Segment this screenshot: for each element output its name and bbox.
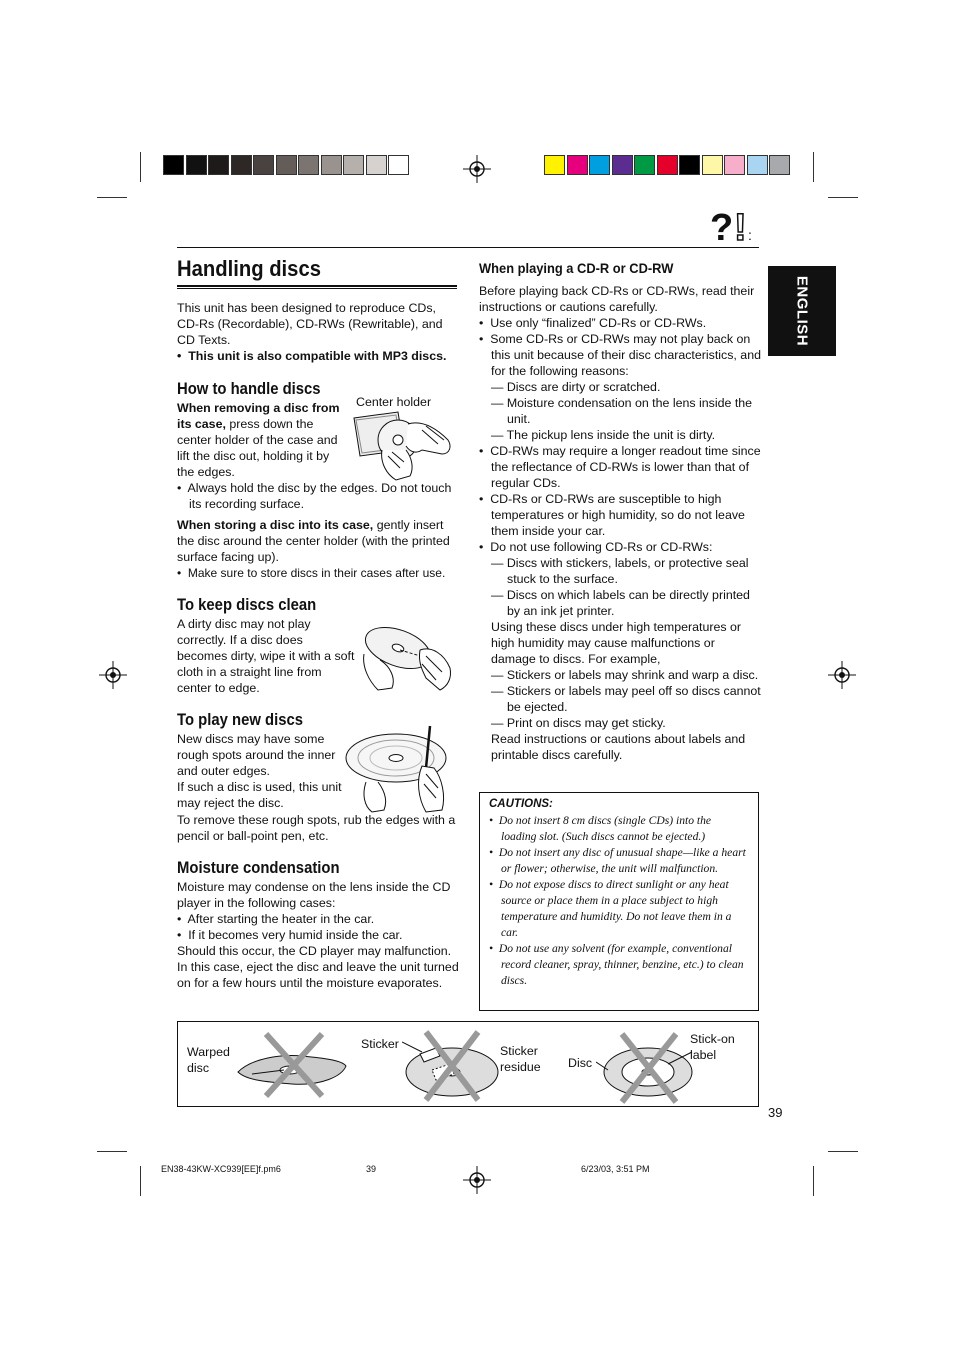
always-hold-text: Always hold the disc by the edges. Do not touch its recording surface.: [187, 481, 452, 511]
crop-mark: [813, 152, 814, 182]
language-tab: [768, 266, 836, 356]
moisture-bullet: If it becomes very humid inside the car.: [188, 928, 403, 942]
crop-mark: [97, 197, 127, 198]
cdr-using-text: Using these discs under high temperatures or high humidity may cause malfunctions or damage to discs. For example,: [491, 620, 742, 666]
color-swatch: [657, 155, 678, 175]
color-swatch: [634, 155, 655, 175]
warped-disc-label: Warped disc: [187, 1045, 230, 1075]
registration-mark-icon: [463, 1166, 491, 1194]
crop-mark: [828, 1151, 858, 1152]
storing-text: gently insert the disc around the center holder (with the printed surface facing up).: [177, 518, 450, 564]
intro-bullet: • This unit is also compatible with MP3 discs.: [177, 349, 447, 363]
color-swatch: [298, 155, 319, 175]
cdr-bullet: CD-Rs or CD-RWs are susceptible to high temperatures or high humidity, so do not leave them inside your car.: [490, 492, 745, 538]
center-holder-label: Center holder: [356, 395, 432, 409]
how-to-handle-heading: How to handle discs: [177, 380, 321, 398]
caution-item: Do not use any solvent (for example, conventional record cleaner, spray, thinner, benzine, etc.) to clean discs.: [498, 942, 744, 987]
keep-clean-heading: To keep discs clean: [177, 596, 317, 614]
color-swatch: [208, 155, 229, 175]
warped-disc-icon: [232, 1030, 352, 1100]
registration-mark-icon: [463, 155, 491, 183]
store-bullet-text: Make sure to store discs in their cases after use.: [187, 566, 446, 580]
color-swatch: [231, 155, 252, 175]
crop-mark: [140, 1166, 141, 1196]
moisture-heading: Moisture condensation: [177, 859, 340, 877]
always-hold-bullet: • Always hold the disc by the edges. Do not touch its recording surface.: [177, 481, 452, 511]
intro-bullet-text: This unit is also compatible with MP3 discs.: [188, 349, 447, 363]
cdr-heading: When playing a CD-R or CD-RW: [479, 260, 674, 276]
page-title: Handling discs: [177, 256, 321, 281]
cautions-box: CAUTIONS: • Do not insert 8 cm discs (single CDs) into the loading slot. (Such discs cannot be ejected.) • Do not insert any disc of unusual shape—like a heart or flower; otherwise, the unit will malfunction. • Do not expose discs to direct sunlight or any heat source or place them in a place subject to high temperature and humidity. Do not leave them in a car. • Do not use any solvent (for example, conventional record cleaner, spray, thinner, benzine, etc.) to clean discs.: [479, 792, 759, 1011]
sticker-residue-label: Sticker residue: [500, 1044, 541, 1074]
intro-section: [177, 300, 459, 364]
new-discs-heading: To play new discs: [177, 711, 303, 729]
cdr-section: [479, 259, 690, 277]
moisture-text: Moisture may condense on the lens inside the CD player in the following cases:: [177, 880, 451, 910]
title-underline: [177, 288, 457, 289]
color-swatch: [544, 155, 565, 175]
footer-page: 39: [366, 1164, 377, 1174]
caution-item: Do not expose discs to direct sunlight or any heat source or place them in a place subject to high temperature and humidity. Do not leave them in a car.: [498, 878, 732, 939]
cdr-bullet: Some CD-Rs or CD-RWs may not play back on this unit because of their disc characteristics, and for the following reasons:: [490, 332, 761, 378]
removing-text: press down the center holder of the case and lift the disc out, holding it by the edges.: [177, 417, 338, 479]
language-tab-label: ENGLISH: [793, 275, 811, 347]
color-swatch: [679, 155, 700, 175]
new-discs-line-2: If such a disc is used, this unit may reject the disc.: [177, 780, 342, 810]
cdr-dash-item: — Discs with stickers, labels, or protective seal stuck to the surface.: [491, 556, 749, 586]
sticker-disc-icon: [402, 1030, 502, 1104]
disc-label: Disc: [568, 1056, 593, 1070]
color-swatch: [612, 155, 633, 175]
color-swatch: [388, 155, 409, 175]
color-swatch: [163, 155, 184, 175]
cautions-heading: CAUTIONS:: [489, 798, 553, 810]
caution-item: Do not insert 8 cm discs (single CDs) into the loading slot. (Such discs cannot be ejected.): [498, 814, 712, 843]
svg-text::: :: [748, 227, 752, 243]
svg-text:?: ?: [710, 207, 734, 245]
cdr-dash-item: — Print on discs may get sticky.: [491, 716, 666, 730]
new-discs-text-3: To remove these rough spots, rub the edges with a pencil or ball-point pen, etc.: [177, 813, 456, 843]
registration-mark-icon: [828, 661, 856, 689]
color-swatch: [366, 155, 387, 175]
keep-clean-section: [177, 595, 332, 615]
cdr-read-text: Read instructions or cautions about labels and printable discs carefully.: [491, 732, 746, 762]
bad-discs-figure: [177, 1021, 759, 1107]
intro-text: This unit has been designed to reproduce CDs, CD-Rs (Recordable), CD-RWs (Rewritable), and CD Texts.: [177, 301, 443, 347]
cdr-body: Before playing back CD-Rs or CD-RWs, read their instructions or cautions carefully. • Use only “finalized” CD-Rs or CD-RWs. • Some CD-Rs or CD-RWs may not play back on this unit because of their disc characteristics, and for the following reasons: — Discs are dirty or scratched. — Moisture condensation on the lens inside the unit. — The pickup lens inside the unit is dirty. • CD-RWs may require a longer readout time since the reflectance of CD-RWs is lower than that of regular CDs. • CD-Rs or CD-RWs are susceptible to high temperatures or high humidity, so do not leave them inside your car. • Do not use following CD-Rs or CD-RWs: — Discs with stickers, labels, or protective seal stuck to the surface. — Discs on which labels can be directly printed by an ink jet printer. Using these discs under high temperatures or high humidity may cause malfunctions or damage to discs. For example, — Stickers or labels may shrink and warp a disc. — Stickers or labels may peel off so discs cannot be ejected. — Print on discs may get sticky. Read instructions or cautions about labels and printable discs carefully.: [479, 284, 761, 762]
color-swatch: [567, 155, 588, 175]
cdr-dash-item: — Stickers or labels may shrink and warp a disc.: [491, 668, 759, 682]
moisture-bullet: After starting the heater in the car.: [187, 912, 375, 926]
cdr-dash-item: — Discs on which labels can be directly printed by an ink jet printer.: [491, 588, 750, 618]
registration-mark-icon: [99, 661, 127, 689]
color-swatch: [747, 155, 768, 175]
stickon-label-disc-icon: [596, 1032, 700, 1104]
removing-paragraph: [177, 400, 345, 480]
question-exclamation-icon: [708, 207, 760, 245]
cdr-bullet: Do not use following CD-Rs or CD-RWs:: [490, 540, 713, 554]
cdr-dash-item: — Moisture condensation on the lens inside the unit.: [491, 396, 753, 426]
page-number: 39: [768, 1105, 783, 1120]
footer-file: EN38-43KW-XC939[EE]f.pm6: [161, 1164, 281, 1174]
crop-mark: [828, 197, 858, 198]
color-swatch: [276, 155, 297, 175]
header-rule: [177, 247, 759, 248]
storing-paragraph: When storing a disc into its case, gently insert the disc around the center holder (with the printed surface facing up). • Make sure to store discs in their cases after use.: [177, 518, 450, 580]
stickon-label: Stick-on label: [690, 1032, 735, 1062]
caution-item: Do not insert any disc of unusual shape—like a heart or flower; otherwise, the unit will malfunction.: [498, 846, 746, 875]
title-underline: [177, 285, 457, 287]
color-swatch: [321, 155, 342, 175]
new-discs-line-1: New discs may have some rough spots around the inner and outer edges.: [177, 732, 336, 778]
cdr-bullet: Use only “finalized” CD-Rs or CD-RWs.: [490, 316, 707, 330]
color-swatch: [186, 155, 207, 175]
keep-clean-text: A dirty disc may not play correctly. If a disc does becomes dirty, wipe it with a soft cloth in a straight line from center to edge.: [177, 617, 355, 695]
cdr-intro: Before playing back CD-Rs or CD-RWs, read their instructions or cautions carefully.: [479, 284, 755, 314]
moisture-body: Moisture may condense on the lens inside the CD player in the following cases: • After starting the heater in the car. • If it becomes very humid inside the car. Should this occur, the CD player may malfunction. In this case, eject the disc and leave the unit turned on for a few hours until the moisture evaporates.: [177, 880, 459, 990]
new-discs-text-1: [177, 731, 347, 811]
color-swatch: [724, 155, 745, 175]
svg-text:!: !: [734, 207, 747, 245]
color-swatch: [589, 155, 610, 175]
sticker-label: Sticker: [361, 1037, 399, 1051]
pencil-disc-illustration: [344, 724, 458, 814]
storing-bold: When storing a disc into its case,: [177, 518, 374, 532]
cdr-dash-item: — Discs are dirty or scratched.: [491, 380, 661, 394]
moisture-text-2: Should this occur, the CD player may malfunction. In this case, eject the disc and leave the unit turned on for a few hours until the moisture evaporates.: [177, 944, 459, 990]
footer-date: 6/23/03, 3:51 PM: [581, 1164, 650, 1174]
color-swatch: [343, 155, 364, 175]
wiping-disc-illustration: [360, 620, 458, 692]
color-swatch: [253, 155, 274, 175]
crop-mark: [140, 152, 141, 182]
removing-bold: When removing a disc from its case,: [177, 401, 340, 431]
cdr-dash-item: — Stickers or labels may peel off so discs cannot be ejected.: [491, 684, 761, 714]
disc-case-illustration: [352, 410, 458, 486]
color-swatch: [769, 155, 790, 175]
moisture-section: [177, 858, 358, 878]
color-swatch: [702, 155, 723, 175]
crop-mark: [97, 1151, 127, 1152]
cdr-bullet: CD-RWs may require a longer readout time since the reflectance of CD-RWs is lower than that of regular CDs.: [490, 444, 761, 490]
new-discs-section: [177, 710, 317, 730]
crop-mark: [813, 1166, 814, 1196]
cdr-dash-item: — The pickup lens inside the unit is dirty.: [491, 428, 716, 442]
